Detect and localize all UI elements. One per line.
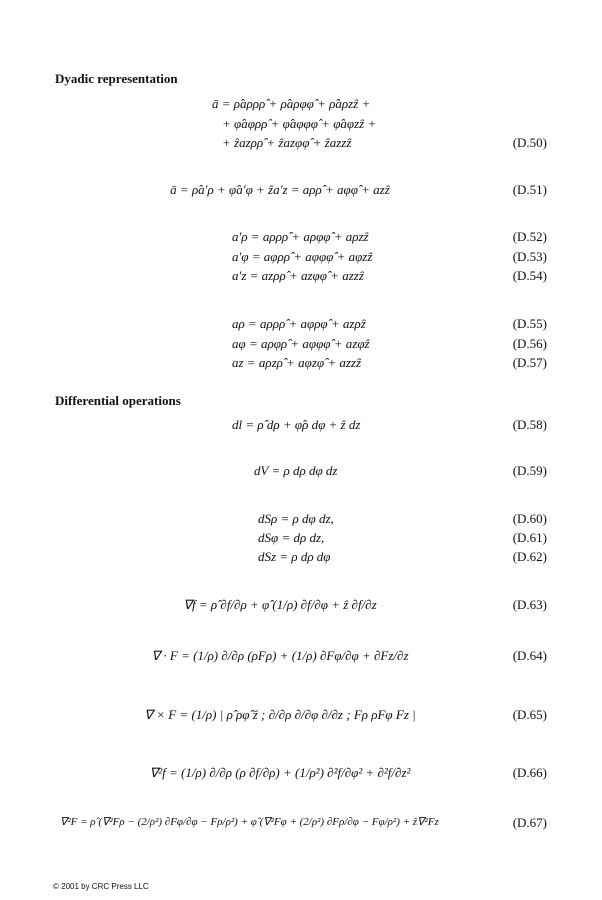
equation-d66: ∇²f = (1/ρ) ∂/∂ρ (ρ ∂f/∂ρ) + (1/ρ²) ∂²f/∂φ² + ∂²f/∂z² (149, 765, 411, 780)
equation-number-d64: (D.64) (512, 648, 547, 663)
equation-d63: ∇f = ρ̂ ∂f/∂ρ + φ̂ (1/ρ) ∂f/∂φ + ẑ ∂f/∂z (183, 597, 377, 612)
equation-d62: dSz = ρ dρ dφ (258, 549, 331, 564)
equation-d50-line1: ā = ρ̂aρρρ̂ + ρ̂aρφφ̂ + ρ̂aρzẑ + (212, 96, 371, 111)
equation-d55: aρ = aρρρ̂ + aφρφ̂ + azρẑ (232, 316, 366, 331)
equation-d50-line3: + ẑazρρ̂ + ẑazφφ̂ + ẑazzẑ (222, 135, 352, 150)
equation-d56: aφ = aρφρ̂ + aφφφ̂ + azφẑ (232, 336, 370, 351)
equation-number-d67: (D.67) (512, 815, 547, 830)
equation-d58: dl = ρ̂ dρ + φ̂ρ dφ + ẑ dz (232, 417, 361, 432)
equation-number-d56: (D.56) (512, 336, 547, 351)
equation-number-d60: (D.60) (512, 511, 547, 526)
equation-number-d53: (D.53) (512, 249, 547, 264)
equation-d51: ā = ρ̂a′ρ + φ̂a′φ + ẑa′z = aρρ̂ + aφφ̂ + azẑ (170, 182, 390, 197)
equation-number-d62: (D.62) (512, 549, 547, 564)
equation-d59: dV = ρ dρ dφ dz (254, 463, 338, 478)
equation-number-d55: (D.55) (512, 316, 547, 331)
equation-number-d59: (D.59) (512, 463, 547, 478)
equation-number-d52: (D.52) (512, 229, 547, 244)
heading-differential: Differential operations (55, 393, 181, 408)
equation-number-d61: (D.61) (512, 530, 547, 545)
copyright-footer: © 2001 by CRC Press LLC (53, 882, 149, 891)
equation-number-d50: (D.50) (512, 135, 547, 150)
equation-number-d51: (D.51) (512, 182, 547, 197)
equation-d52: a′ρ = aρρρ̂ + aρφφ̂ + aρzẑ (232, 229, 369, 244)
equation-number-d63: (D.63) (512, 597, 547, 612)
equation-d64: ∇ · F = (1/ρ) ∂/∂ρ (ρFρ) + (1/ρ) ∂Fφ/∂φ + ∂Fz/∂z (151, 648, 409, 663)
equation-number-d66: (D.66) (512, 765, 547, 780)
equation-d60: dSρ = ρ dφ dz, (258, 511, 334, 526)
equation-d67: ∇²F = ρ̂ (∇²Fρ − (2/ρ²) ∂Fφ/∂φ − Fρ/ρ²) + φ̂ (∇²Fφ + (2/ρ²) ∂Fρ/∂φ − Fφ/ρ²) + ẑ∇²Fz (60, 816, 439, 828)
equation-number-d54: (D.54) (512, 268, 547, 283)
equation-d50-line2: + φ̂aφρρ̂ + φ̂aφφφ̂ + φ̂aφzẑ + (222, 116, 377, 131)
equation-number-d58: (D.58) (512, 417, 547, 432)
equation-d54: a′z = azρρ̂ + azφφ̂ + azzẑ (232, 268, 364, 283)
equation-d61: dSφ = dρ dz, (258, 530, 325, 545)
equation-d57: az = aρzρ̂ + aφzφ̂ + azzẑ (232, 355, 362, 370)
equation-d65: ∇ × F = (1/ρ) | ρ̂ ρφ̂ ẑ ; ∂/∂ρ ∂/∂φ ∂/∂z ; Fρ ρFφ Fz | (144, 707, 416, 722)
equation-number-d65: (D.65) (512, 707, 547, 722)
heading-dyadic: Dyadic representation (55, 71, 178, 86)
equation-d53: a′φ = aφρρ̂ + aφφφ̂ + aφzẑ (232, 249, 373, 264)
equation-number-d57: (D.57) (512, 355, 547, 370)
